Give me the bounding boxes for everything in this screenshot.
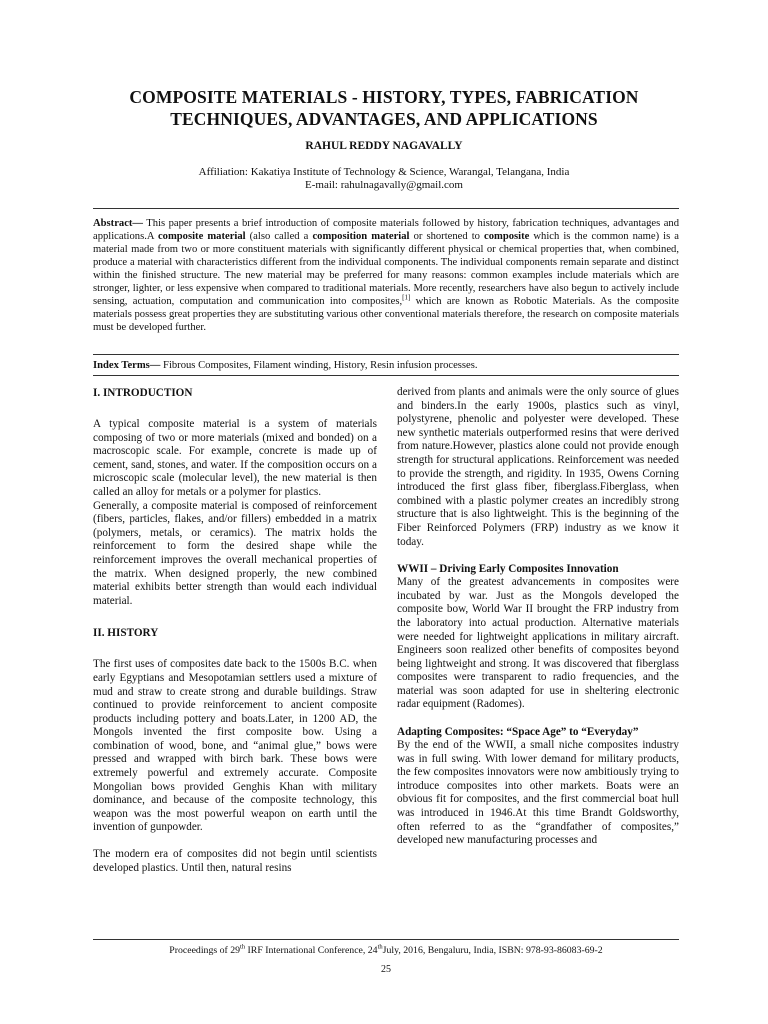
left-column bbox=[93, 386, 377, 875]
abstract-bold-term: composition material bbox=[312, 231, 410, 242]
citation-ref: [1] bbox=[402, 293, 411, 302]
footer-superscript: th bbox=[240, 943, 246, 951]
section-heading-introduction: I. INTRODUCTION bbox=[93, 387, 193, 399]
paragraph: By the end of the WWII, a small niche composites industry was in full swing. With lower demand for military products, the few composites innovators were now ambitiously trying to introduce composites into other markets. Boats were an obvious fit for composites, and the first commercial boat hull was introduced in 1946.At this time Brandt Goldsworthy, often referred to as the “grandfather of composites,” developed new manufacturing processes and bbox=[397, 739, 679, 847]
paragraph: A typical composite material is a system of materials composing of two or more materials (mixed and bonded) on a macroscopic scale. For example, concrete is made up of cement, sand, stones, and water. If the composition occurs on a microscopic scale (molecular level), the new material is then called an alloy for metals or a polymer for plastics. bbox=[93, 418, 377, 498]
abstract bbox=[93, 217, 679, 334]
paper-title bbox=[90, 86, 678, 130]
section-heading-history: II. HISTORY bbox=[93, 627, 159, 640]
abstract-text: or shortened to bbox=[409, 231, 485, 242]
subsection-heading-wwii: WWII – Driving Early Composites Innovation bbox=[397, 563, 619, 576]
abstract-divider bbox=[93, 354, 679, 355]
abstract-bold-term: composite material bbox=[157, 231, 246, 242]
footer-divider bbox=[93, 939, 679, 940]
affiliation-block bbox=[90, 166, 678, 192]
paragraph: derived from plants and animals were the only source of glues and binders.In the early 1900s, plastics such as vinyl, polystyrene, phenolic and polyester were developed. These new synthetic materials outperformed resins that were derived from nature.However, plastics alone could not provide enough strength for structural applications. Reinforcement was needed to provide the strength, and rigidity. In 1935, Owens Corning introduced the first glass fiber, fiberglass.Fiberglass, when combined with a plastic polymer creates an incredibly strong structure that is also lightweight. This is the beginning of the Fiber Reinforced Polymers (FRP) industry as we know it today. bbox=[397, 386, 679, 548]
index-terms-text: Fibrous Composites, Filament winding, History, Resin infusion processes. bbox=[160, 360, 478, 371]
footer-text: IRF International Conference, 24 bbox=[245, 945, 378, 956]
author-email: E-mail: rahulnagavally@gmail.com bbox=[305, 179, 463, 191]
abstract-text: which are known as Robotic Materials. As the composite materials possess great properties they are substituting various other conventional materials therefore, the research on composite materials must be developed further. bbox=[93, 296, 680, 333]
abstract-bold-term: composite bbox=[484, 231, 530, 242]
abstract-label: Abstract— bbox=[93, 218, 144, 229]
title-line-1: COMPOSITE MATERIALS - HISTORY, TYPES, FABRICATION bbox=[129, 87, 639, 107]
index-divider bbox=[93, 375, 679, 376]
abstract-text: This paper presents a brief introduction of composite materials followed by history, fabrication techniques, advantages and applications.A bbox=[93, 218, 679, 242]
footer-superscript: th bbox=[377, 943, 383, 951]
footer-proceedings bbox=[93, 945, 679, 956]
title-line-2: TECHNIQUES, ADVANTAGES, AND APPLICATIONS bbox=[170, 109, 598, 129]
paragraph: The modern era of composites did not begin until scientists developed plastics. Until then, natural resins bbox=[93, 848, 377, 874]
footer-text: July, 2016, Bengaluru, India, ISBN: 978-93-86083-69-2 bbox=[382, 945, 603, 956]
paragraph: The first uses of composites date back to the 1500s B.C. when early Egyptians and Mesopotamian settlers used a mixture of mud and straw to create strong and durable buildings. Straw continued to provide reinforcement to ancient composite products including pottery and boats.Later, in 1200 AD, the Mongols invented the first composite bow. Using a combination of wood, bone, and “animal glue,” bows were pressed and wrapped with birch bark. These bows were extremely powerful and extremely accurate. Composite Mongolian bows provided Genghis Khan with military dominance, and because of the composite technology, this weapon was the most powerful weapon on earth until the invention of gunpowder. bbox=[93, 658, 377, 834]
right-column bbox=[397, 386, 679, 848]
index-terms-label: Index Terms— bbox=[93, 360, 161, 371]
affiliation: Affiliation: Kakatiya Institute of Technology & Science, Warangal, Telangana, India bbox=[198, 166, 570, 178]
footer-text: Proceedings of 29 bbox=[169, 945, 241, 956]
abstract-text: (also called a bbox=[245, 231, 313, 242]
abstract-text: which is the common name) is a material made from two or more constituent materials with significantly different physical or chemical properties that, when combined, produce a material with characteristics different from the individual components. The individual components remain separate and distinct within the finished structure. The new material may be preferred for many reasons: common examples include materials which are stronger, lighter, or less expensive when compared to traditional materials. More recently, researchers have also begun to actively include sensing, actuation, computation and communication into composites, bbox=[93, 231, 679, 307]
top-divider bbox=[93, 208, 679, 209]
paragraph: Many of the greatest advancements in composites were incubated by war. Just as the Mongols developed the composite bow, World War II brought the FRP industry from the laboratory into actual production. Alternative materials were needed for lightweight applications in military aircraft. Engineers soon realized other benefits of composites beyond being lightweight and strong. It was discovered that fiberglass composites were transparent to radio frequencies, and the material was soon adapted for use in sheltering electronic radar equipment (Radomes). bbox=[397, 576, 679, 711]
subsection-heading-adapting: Adapting Composites: “Space Age” to “Everyday” bbox=[397, 726, 639, 739]
page-number: 25 bbox=[381, 964, 391, 975]
index-terms bbox=[93, 359, 679, 372]
author-name: RAHUL REDDY NAGAVALLY bbox=[305, 140, 463, 152]
paragraph: Generally, a composite material is composed of reinforcement (fibers, particles, flakes, and/or fillers) embedded in a matrix (polymers, metals, or ceramics). The matrix holds the reinforcement to form the desired shape while the reinforcement improves the overall mechanical properties of the matrix. When designed properly, the new combined material exhibits better strength than would each individual material. bbox=[93, 499, 377, 607]
